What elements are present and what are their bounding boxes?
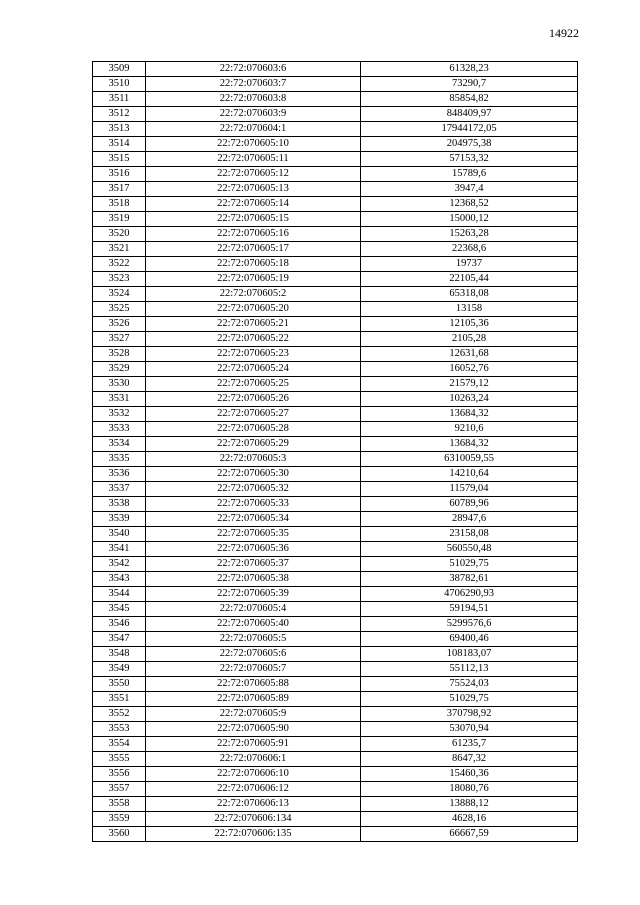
value-cell: 75524,03 [361,677,578,692]
table-row [93,347,578,362]
cadastral-number-cell: 22:72:070603:9 [146,107,361,122]
value-cell: 22368,6 [361,242,578,257]
cadastral-number-cell: 22:72:070605:4 [146,602,361,617]
row-number-cell: 3520 [93,227,146,242]
value-cell: 19737 [361,257,578,272]
value-cell: 65318,08 [361,287,578,302]
cadastral-number-cell: 22:72:070603:8 [146,92,361,107]
value-cell: 53070,94 [361,722,578,737]
value-cell: 60789,96 [361,497,578,512]
cadastral-number-cell: 22:72:070605:27 [146,407,361,422]
value-cell: 4706290,93 [361,587,578,602]
row-number-cell: 3553 [93,722,146,737]
row-number-cell: 3546 [93,617,146,632]
value-cell: 4628,16 [361,812,578,827]
row-number-cell: 3527 [93,332,146,347]
table-row [93,92,578,107]
table-row [93,827,578,842]
cadastral-number-cell: 22:72:070605:88 [146,677,361,692]
cadastral-number-cell: 22:72:070605:28 [146,422,361,437]
value-cell: 11579,04 [361,482,578,497]
row-number-cell: 3524 [93,287,146,302]
value-cell: 560550,48 [361,542,578,557]
table-row [93,287,578,302]
table-row [93,767,578,782]
cadastral-number-cell: 22:72:070605:6 [146,647,361,662]
table-row [93,692,578,707]
page-number: 14922 [549,26,579,40]
value-cell: 17944172,05 [361,122,578,137]
table-row [93,512,578,527]
table-row [93,437,578,452]
value-cell: 12631,68 [361,347,578,362]
cadastral-number-cell: 22:72:070606:135 [146,827,361,842]
row-number-cell: 3521 [93,242,146,257]
table-row [93,272,578,287]
value-cell: 51029,75 [361,557,578,572]
table-row [93,617,578,632]
cadastral-number-cell: 22:72:070605:10 [146,137,361,152]
cadastral-number-cell: 22:72:070605:34 [146,512,361,527]
row-number-cell: 3526 [93,317,146,332]
row-number-cell: 3535 [93,452,146,467]
table-row [93,497,578,512]
table-row [93,452,578,467]
cadastral-number-cell: 22:72:070605:18 [146,257,361,272]
cadastral-number-cell: 22:72:070605:89 [146,692,361,707]
row-number-cell: 3528 [93,347,146,362]
value-cell: 22105,44 [361,272,578,287]
table-row [93,62,578,77]
row-number-cell: 3540 [93,527,146,542]
cadastral-number-cell: 22:72:070605:11 [146,152,361,167]
table-row [93,632,578,647]
row-number-cell: 3539 [93,512,146,527]
row-number-cell: 3538 [93,497,146,512]
table-row [93,257,578,272]
table-row [93,602,578,617]
table-row [93,557,578,572]
cadastral-number-cell: 22:72:070605:38 [146,572,361,587]
row-number-cell: 3522 [93,257,146,272]
row-number-cell: 3545 [93,602,146,617]
table-row [93,587,578,602]
cadastral-number-cell: 22:72:070606:12 [146,782,361,797]
cadastral-number-cell: 22:72:070605:14 [146,197,361,212]
value-cell: 204975,38 [361,137,578,152]
table-row [93,482,578,497]
cadastral-number-cell: 22:72:070605:39 [146,587,361,602]
cadastral-number-cell: 22:72:070605:36 [146,542,361,557]
row-number-cell: 3556 [93,767,146,782]
cadastral-number-cell: 22:72:070605:13 [146,182,361,197]
row-number-cell: 3525 [93,302,146,317]
table-row [93,317,578,332]
row-number-cell: 3530 [93,377,146,392]
table-row [93,542,578,557]
value-cell: 108183,07 [361,647,578,662]
row-number-cell: 3512 [93,107,146,122]
table-row [93,422,578,437]
table-row [93,572,578,587]
table-row [93,302,578,317]
cadastral-number-cell: 22:72:070603:6 [146,62,361,77]
value-cell: 69400,46 [361,632,578,647]
cadastral-number-cell: 22:72:070605:40 [146,617,361,632]
cadastral-number-cell: 22:72:070605:15 [146,212,361,227]
row-number-cell: 3529 [93,362,146,377]
cadastral-number-cell: 22:72:070603:7 [146,77,361,92]
value-cell: 61235,7 [361,737,578,752]
value-cell: 12368,52 [361,197,578,212]
row-number-cell: 3554 [93,737,146,752]
table-row [93,797,578,812]
value-cell: 66667,59 [361,827,578,842]
value-cell: 3947,4 [361,182,578,197]
cadastral-number-cell: 22:72:070605:26 [146,392,361,407]
row-number-cell: 3523 [93,272,146,287]
table-row [93,137,578,152]
table-row [93,782,578,797]
value-cell: 61328,23 [361,62,578,77]
row-number-cell: 3557 [93,782,146,797]
value-cell: 370798,92 [361,707,578,722]
value-cell: 12105,36 [361,317,578,332]
cadastral-number-cell: 22:72:070605:7 [146,662,361,677]
value-cell: 38782,61 [361,572,578,587]
row-number-cell: 3534 [93,437,146,452]
row-number-cell: 3516 [93,167,146,182]
cadastral-number-cell: 22:72:070605:33 [146,497,361,512]
cadastral-number-cell: 22:72:070605:30 [146,467,361,482]
table-row [93,212,578,227]
table-row [93,467,578,482]
row-number-cell: 3549 [93,662,146,677]
value-cell: 15460,36 [361,767,578,782]
table-row [93,392,578,407]
row-number-cell: 3547 [93,632,146,647]
table-row [93,197,578,212]
cadastral-number-cell: 22:72:070606:13 [146,797,361,812]
row-number-cell: 3559 [93,812,146,827]
registry-table [92,61,578,842]
value-cell: 13158 [361,302,578,317]
table-row [93,407,578,422]
value-cell: 14210,64 [361,467,578,482]
table-row [93,182,578,197]
cadastral-number-cell: 22:72:070605:24 [146,362,361,377]
value-cell: 6310059,55 [361,452,578,467]
registry-table-body [93,62,578,842]
cadastral-number-cell: 22:72:070605:37 [146,557,361,572]
value-cell: 8647,32 [361,752,578,767]
value-cell: 51029,75 [361,692,578,707]
row-number-cell: 3513 [93,122,146,137]
value-cell: 13684,32 [361,407,578,422]
table-row [93,647,578,662]
row-number-cell: 3548 [93,647,146,662]
cadastral-number-cell: 22:72:070605:20 [146,302,361,317]
value-cell: 21579,12 [361,377,578,392]
cadastral-number-cell: 22:72:070605:35 [146,527,361,542]
table-row [93,362,578,377]
table-row [93,737,578,752]
row-number-cell: 3536 [93,467,146,482]
row-number-cell: 3558 [93,797,146,812]
table-row [93,107,578,122]
row-number-cell: 3542 [93,557,146,572]
table-row [93,527,578,542]
cadastral-number-cell: 22:72:070605:19 [146,272,361,287]
cadastral-number-cell: 22:72:070604:1 [146,122,361,137]
table-row [93,812,578,827]
row-number-cell: 3531 [93,392,146,407]
row-number-cell: 3517 [93,182,146,197]
value-cell: 28947,6 [361,512,578,527]
value-cell: 73290,7 [361,77,578,92]
cadastral-number-cell: 22:72:070605:25 [146,377,361,392]
value-cell: 9210,6 [361,422,578,437]
cadastral-number-cell: 22:72:070605:23 [146,347,361,362]
cadastral-number-cell: 22:72:070605:9 [146,707,361,722]
cadastral-number-cell: 22:72:070605:17 [146,242,361,257]
cadastral-number-cell: 22:72:070605:29 [146,437,361,452]
row-number-cell: 3515 [93,152,146,167]
cadastral-number-cell: 22:72:070605:5 [146,632,361,647]
row-number-cell: 3532 [93,407,146,422]
table-row [93,152,578,167]
value-cell: 16052,76 [361,362,578,377]
table-row [93,677,578,692]
value-cell: 57153,32 [361,152,578,167]
row-number-cell: 3543 [93,572,146,587]
cadastral-number-cell: 22:72:070605:12 [146,167,361,182]
row-number-cell: 3537 [93,482,146,497]
value-cell: 15789,6 [361,167,578,182]
cadastral-number-cell: 22:72:070605:2 [146,287,361,302]
value-cell: 848409,97 [361,107,578,122]
row-number-cell: 3550 [93,677,146,692]
value-cell: 13684,32 [361,437,578,452]
cadastral-number-cell: 22:72:070605:16 [146,227,361,242]
table-row [93,242,578,257]
row-number-cell: 3541 [93,542,146,557]
table-row [93,722,578,737]
value-cell: 5299576,6 [361,617,578,632]
value-cell: 55112,13 [361,662,578,677]
table-row [93,377,578,392]
cadastral-number-cell: 22:72:070605:21 [146,317,361,332]
table-row [93,122,578,137]
cadastral-number-cell: 22:72:070605:91 [146,737,361,752]
row-number-cell: 3509 [93,62,146,77]
value-cell: 18080,76 [361,782,578,797]
value-cell: 2105,28 [361,332,578,347]
row-number-cell: 3514 [93,137,146,152]
row-number-cell: 3544 [93,587,146,602]
cadastral-number-cell: 22:72:070605:22 [146,332,361,347]
cadastral-number-cell: 22:72:070606:134 [146,812,361,827]
value-cell: 15000,12 [361,212,578,227]
table-row [93,752,578,767]
row-number-cell: 3519 [93,212,146,227]
value-cell: 15263,28 [361,227,578,242]
table-row [93,227,578,242]
table-row [93,707,578,722]
table-row [93,77,578,92]
table-row [93,167,578,182]
row-number-cell: 3533 [93,422,146,437]
value-cell: 10263,24 [361,392,578,407]
cadastral-number-cell: 22:72:070606:10 [146,767,361,782]
value-cell: 85854,82 [361,92,578,107]
cadastral-number-cell: 22:72:070605:3 [146,452,361,467]
row-number-cell: 3555 [93,752,146,767]
value-cell: 59194,51 [361,602,578,617]
row-number-cell: 3551 [93,692,146,707]
table-row [93,662,578,677]
row-number-cell: 3518 [93,197,146,212]
table-row [93,332,578,347]
row-number-cell: 3510 [93,77,146,92]
value-cell: 13888,12 [361,797,578,812]
value-cell: 23158,08 [361,527,578,542]
cadastral-number-cell: 22:72:070605:90 [146,722,361,737]
row-number-cell: 3560 [93,827,146,842]
cadastral-number-cell: 22:72:070606:1 [146,752,361,767]
row-number-cell: 3552 [93,707,146,722]
cadastral-number-cell: 22:72:070605:32 [146,482,361,497]
row-number-cell: 3511 [93,92,146,107]
